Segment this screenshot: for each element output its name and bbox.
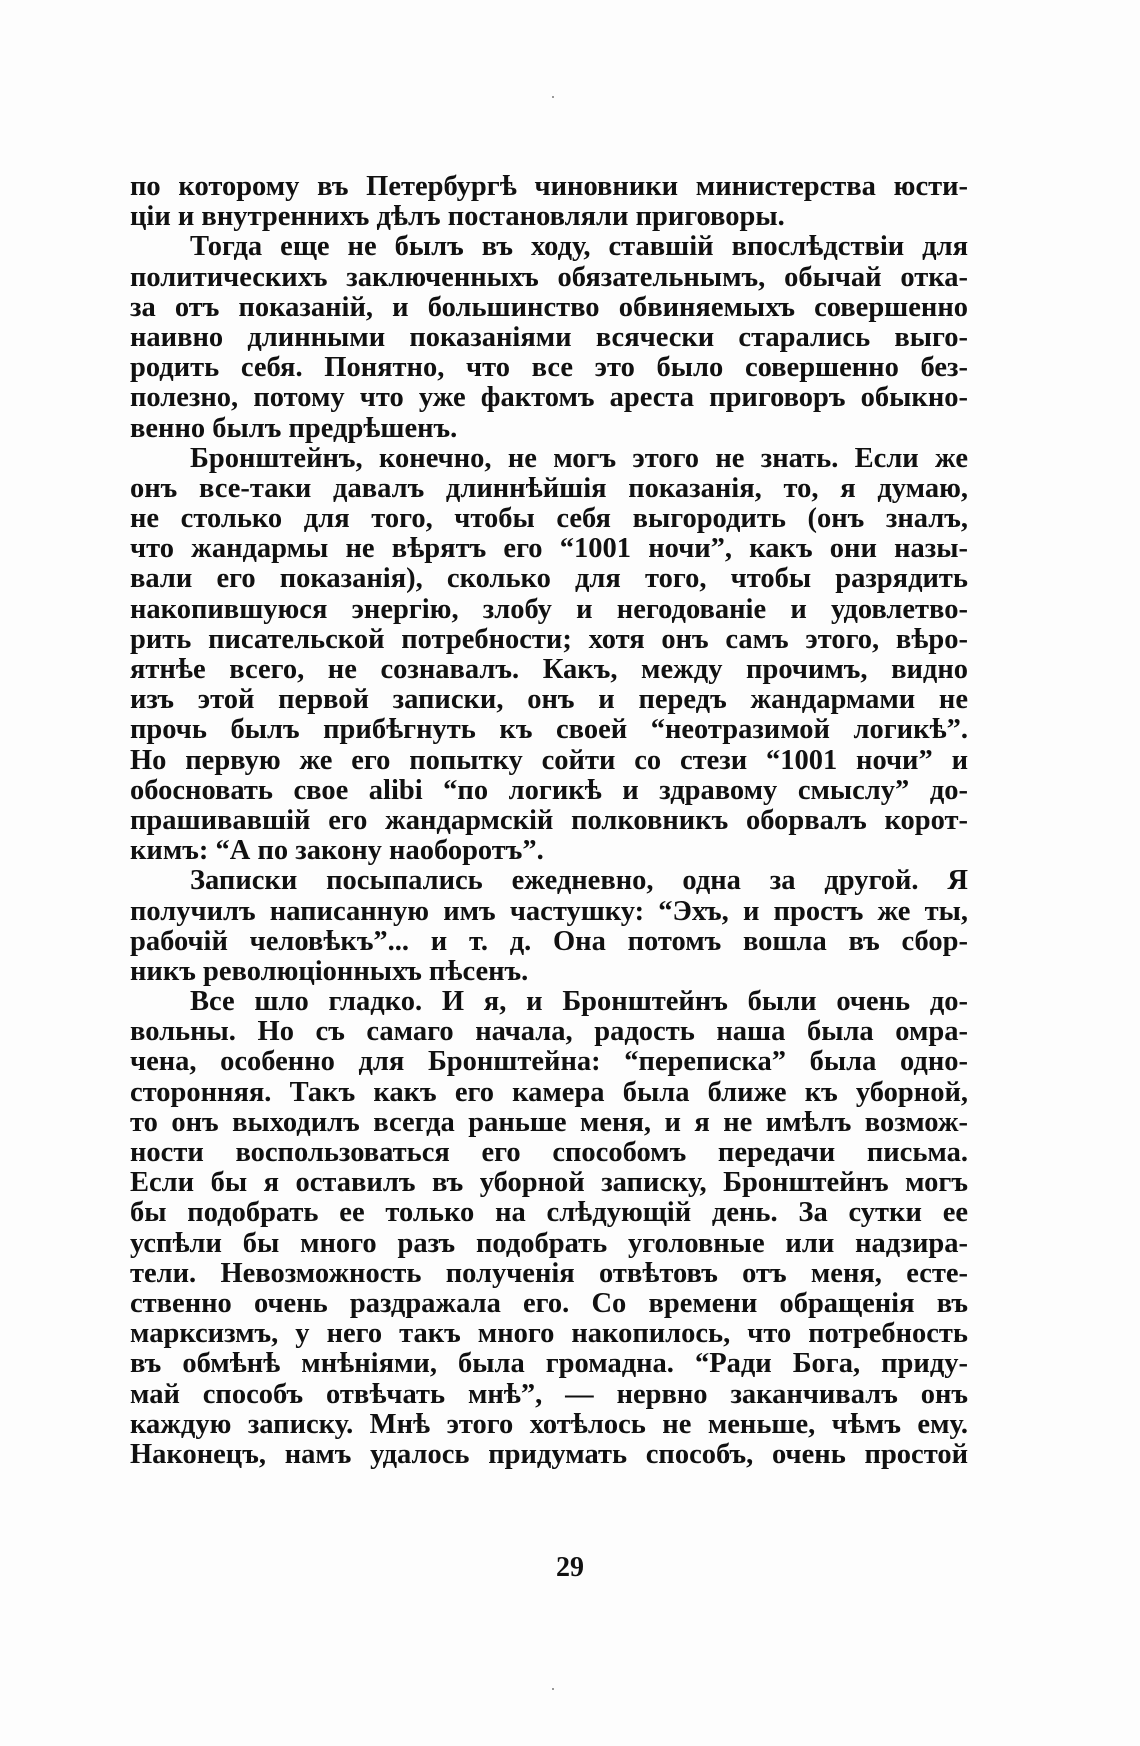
text-line: по которому въ Петербургѣ чиновники министерства юсти- bbox=[130, 171, 968, 202]
text-line: никъ революціонныхъ пѣсенъ. bbox=[130, 955, 529, 987]
text-line: изъ этой первой записки, онъ и передъ жандармами не bbox=[130, 684, 968, 716]
text-line: въ обмѣнѣ мнѣніями, была громадна. “Ради Бога, приду- bbox=[130, 1348, 968, 1380]
text-line: обосновать свое alibi “по логикѣ и здравому смыслу” до- bbox=[130, 774, 968, 806]
speck-mark bbox=[552, 1688, 554, 1690]
text-line: чена, особенно для Бронштейна: “переписка” была одно- bbox=[130, 1046, 968, 1078]
text-line: марксизмъ, у него такъ много накопилось, что потребность bbox=[130, 1318, 968, 1350]
text-line: Тогда еще не былъ въ ходу, ставшій впослѣдствіи для bbox=[190, 231, 968, 263]
text-line: тели. Невозможность полученія отвѣтовъ отъ меня, есте- bbox=[130, 1257, 968, 1289]
text-line: ятнѣе всего, не сознавалъ. Какъ, между прочимъ, видно bbox=[130, 654, 968, 685]
text-line: прашивавшій его жандармскій полковникъ оборвалъ корот- bbox=[130, 804, 968, 836]
text-line: накопившуюся энергію, злобу и негодованіе и удовлетво- bbox=[130, 593, 968, 625]
text-line: наивно длинными показаніями всячески старались выго- bbox=[130, 321, 968, 353]
text-line: сторонняя. Такъ какъ его камера была ближе къ уборной, bbox=[130, 1076, 968, 1108]
text-line: рить писательской потребности; хотя онъ самъ этого, вѣро- bbox=[130, 623, 968, 655]
text-line: ціи и внутреннихъ дѣлъ постановляли приговоры. bbox=[130, 201, 785, 233]
text-line: ности воспользоваться его способомъ передачи письма. bbox=[130, 1137, 968, 1168]
text-line: кимъ: “А по закону наоборотъ”. bbox=[130, 835, 544, 867]
text-line: Но первую же его попытку сойти со стези “1001 ночи” и bbox=[130, 744, 968, 776]
text-line: прочь былъ прибѣгнуть къ своей “неотразимой логикѣ”. bbox=[130, 714, 968, 746]
text-line: родить себя. Понятно, что все это было совершенно без- bbox=[130, 352, 968, 384]
text-line: вольны. Но съ самаго начала, радость наша была омра- bbox=[130, 1016, 968, 1048]
text-line: получилъ написанную имъ частушку: “Эхъ, и простъ же ты, bbox=[130, 895, 968, 927]
text-line: не столько для того, чтобы себя выгородить (онъ зналъ, bbox=[130, 503, 968, 535]
text-line: успѣли бы много разъ подобрать уголовные или надзира- bbox=[130, 1227, 968, 1259]
text-line: онъ все-таки давалъ длиннѣйшія показанія, то, я думаю, bbox=[130, 472, 968, 504]
text-line: Бронштейнъ, конечно, не могъ этого не знать. Если же bbox=[190, 442, 968, 474]
text-line: Записки посыпались ежедневно, одна за другой. Я bbox=[190, 865, 968, 897]
text-line: каждую записку. Мнѣ этого хотѣлось не меньше, чѣмъ ему. bbox=[130, 1408, 968, 1440]
text-line: что жандармы не вѣрятъ его “1001 ночи”, какъ они назы- bbox=[130, 533, 968, 565]
text-line: май способъ отвѣчать мнѣ”, — нервно заканчивалъ онъ bbox=[130, 1378, 968, 1410]
text-line: бы подобрать ее только на слѣдующій день. За сутки ее bbox=[130, 1197, 968, 1229]
body-text bbox=[130, 172, 968, 1470]
text-line: рабочій человѣкъ”... и т. д. Она потомъ вошла въ сбор- bbox=[130, 925, 968, 957]
text-line: то онъ выходилъ всегда раньше меня, и я не имѣлъ возмож- bbox=[130, 1106, 968, 1138]
text-line: Если бы я оставилъ въ уборной записку, Бронштейнъ могъ bbox=[130, 1167, 968, 1199]
text-line: ственно очень раздражала его. Со времени обращенія въ bbox=[130, 1287, 968, 1319]
text-line: вали его показанія), сколько для того, чтобы разрядить bbox=[130, 563, 968, 595]
text-line: полезно, потому что уже фактомъ ареста приговоръ обыкно- bbox=[130, 382, 968, 414]
text-line: за отъ показаній, и большинство обвиняемыхъ совершенно bbox=[130, 291, 968, 323]
text-line: венно былъ предрѣшенъ. bbox=[130, 412, 458, 444]
speck-mark bbox=[552, 96, 554, 98]
text-line: Наконецъ, намъ удалось придумать способъ, очень простой bbox=[130, 1438, 968, 1470]
text-line: Все шло гладко. И я, и Бронштейнъ были очень до- bbox=[190, 986, 968, 1018]
page-number: 29 bbox=[556, 1552, 584, 1583]
text-line: политическихъ заключенныхъ обязательнымъ, обычай отка- bbox=[130, 261, 968, 293]
